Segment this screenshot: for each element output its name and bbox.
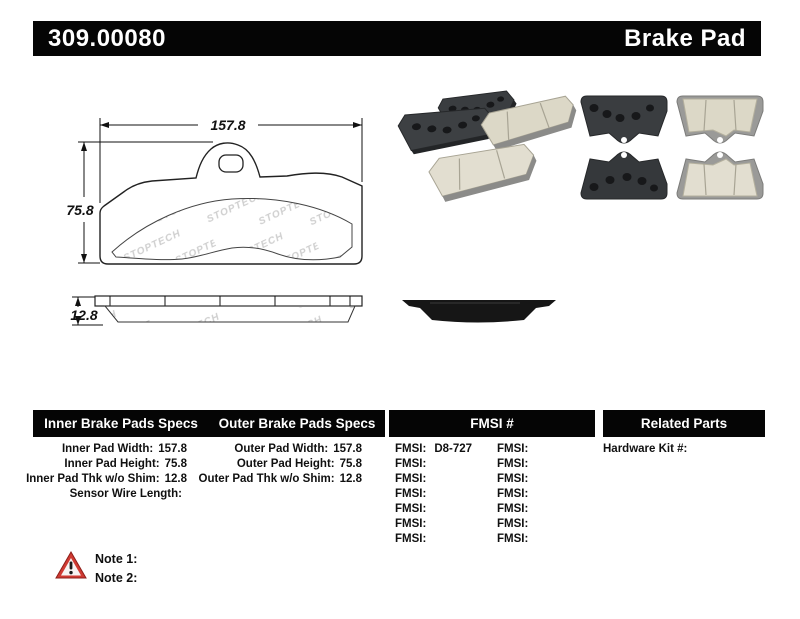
related-parts-header: Related Parts <box>640 416 728 431</box>
width-dimension: 157.8 <box>210 117 246 133</box>
inner-specs-column <box>20 442 187 502</box>
flat-pads-photo <box>581 96 763 199</box>
inner-specs-header: Inner Brake Pads Specs <box>44 416 198 431</box>
fmsi-row: FMSI: <box>395 458 427 470</box>
outer-specs-header: Outer Brake Pads Specs <box>218 416 376 431</box>
fmsi-row: FMSI: <box>497 443 529 455</box>
outer-specs-column <box>196 442 362 487</box>
side-view-drawing <box>70 296 362 325</box>
spec-row: Inner Pad Thk w/o Shim: 12.8 <box>26 473 187 485</box>
fmsi-row: FMSI: <box>497 518 529 530</box>
spec-row: Inner Pad Width: 157.8 <box>61 443 187 455</box>
fmsi-column-1 <box>395 442 491 547</box>
fmsi-row: FMSI: <box>497 458 529 470</box>
note-line: Note 2: <box>95 571 138 585</box>
angled-pads-photo <box>397 88 581 204</box>
related-parts-column <box>603 442 763 457</box>
spec-row: Sensor Wire Length: <box>69 488 182 500</box>
fmsi-header-bar <box>389 410 595 437</box>
specs-header-bar <box>33 410 385 437</box>
front-view-drawing <box>66 117 362 264</box>
height-dimension: 75.8 <box>66 202 94 218</box>
fmsi-header: FMSI # <box>470 416 514 431</box>
fmsi-row: FMSI: <box>395 533 427 545</box>
page-title: Brake Pad <box>624 24 746 52</box>
fmsi-row: FMSI: <box>497 503 529 515</box>
fmsi-row: FMSI: D8-727 <box>395 443 473 455</box>
related-parts-header-bar <box>603 410 765 437</box>
spec-row: Outer Pad Thk w/o Shim: 12.8 <box>198 473 362 485</box>
warning-triangle-icon <box>56 552 86 578</box>
fmsi-row: FMSI: <box>395 473 427 485</box>
fmsi-row: FMSI: <box>395 518 427 530</box>
spec-row: Outer Pad Height: 75.8 <box>236 458 362 470</box>
fmsi-row: FMSI: <box>395 503 427 515</box>
spec-row: Outer Pad Width: 157.8 <box>234 443 362 455</box>
fmsi-row: FMSI: <box>395 488 427 500</box>
notes-block <box>95 550 142 588</box>
fmsi-row: FMSI: <box>497 488 529 500</box>
fmsi-column-2 <box>497 442 593 547</box>
fmsi-row: FMSI: <box>497 533 529 545</box>
edge-view-photo <box>402 300 556 323</box>
spec-row: Inner Pad Height: 75.8 <box>64 458 187 470</box>
note-line: Note 1: <box>95 552 138 566</box>
fmsi-row: FMSI: <box>497 473 529 485</box>
related-parts-row: Hardware Kit #: <box>603 443 688 455</box>
part-number: 309.00080 <box>48 24 166 52</box>
thickness-dimension: 12.8 <box>70 307 98 323</box>
